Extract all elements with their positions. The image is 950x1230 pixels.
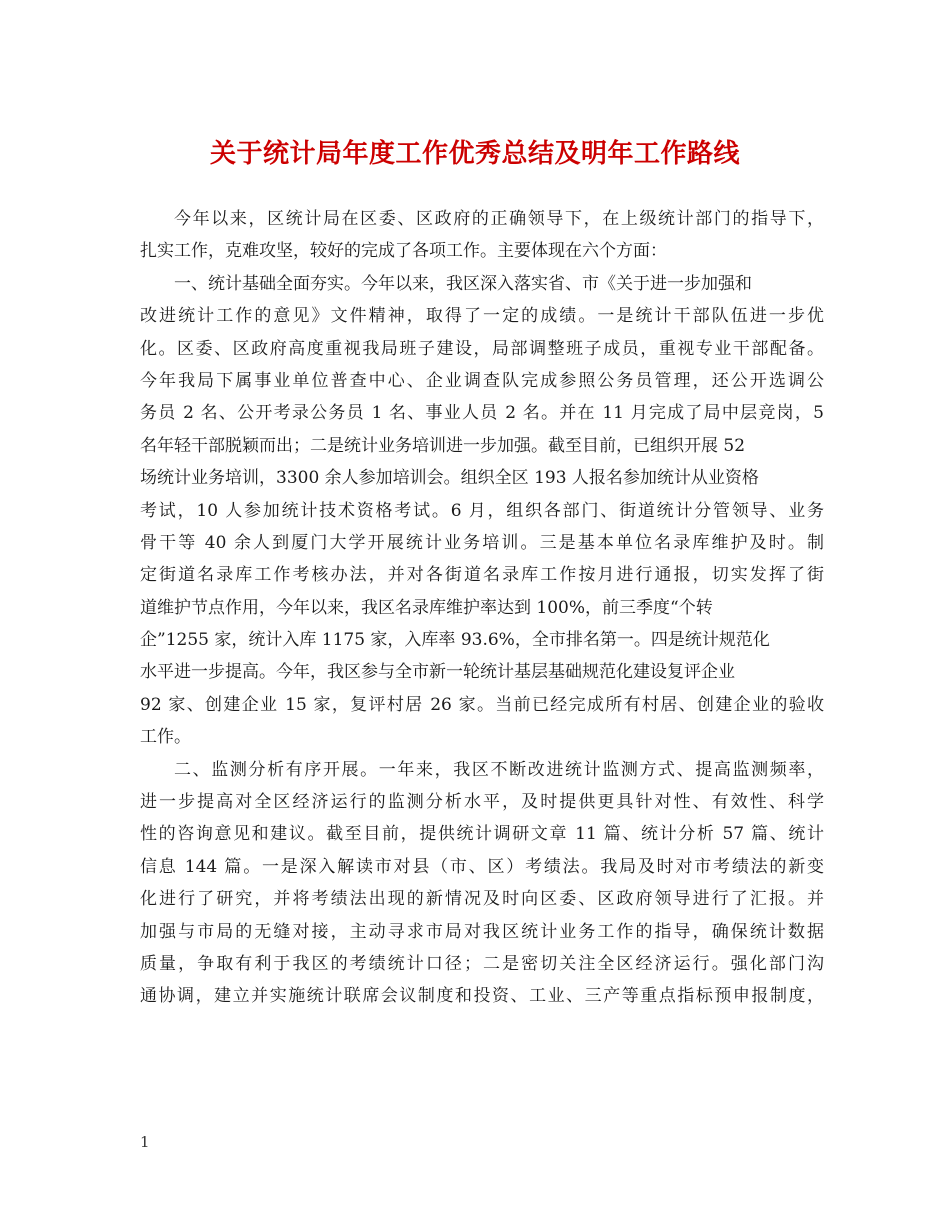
body-line: 定街道名录库工作考核办法，并对各街道名录库工作按月进行通报，切实发挥了街 — [140, 565, 824, 586]
body-line: 考试，10 人参加统计技术资格考试。6 月，组织各部门、街道统计分管领导、业务 — [140, 500, 824, 521]
body-line: 扎实工作，克难攻坚，较好的完成了各项工作。主要体现在六个方面： — [140, 241, 667, 262]
body-line: 化进行了研究，并将考绩法出现的新情况及时向区委、区政府领导进行了汇报。并 — [140, 889, 824, 910]
body-line: 名年轻干部脱颖而出；二是统计业务培训进一步加强。截至目前，已组织开展 52 — [140, 435, 746, 456]
body-line: 进一步提高对全区经济运行的监测分析水平，及时提供更具针对性、有效性、科学 — [140, 792, 824, 813]
body-line: 今年以来，区统计局在区委、区政府的正确领导下，在上级统计部门的指导下， — [174, 209, 824, 229]
body-line: 工作。 — [140, 727, 191, 748]
document-title: 关于统计局年度工作优秀总结及明年工作路线 — [209, 139, 740, 169]
body-line: 道维护节点作用，今年以来，我区名录库维护率达到 100%，前三季度“个转 — [140, 597, 713, 618]
body-line: 加强与市局的无缝对接，主动寻求市局对我区统计业务工作的指导，确保统计数据 — [140, 921, 824, 942]
body-line: 化。区委、区政府高度重视我局班子建设，局部调整班子成员，重视专业干部配备。 — [140, 338, 824, 359]
body-line: 今年我局下属事业单位普查中心、企业调查队完成参照公务员管理，还公开选调公 — [140, 370, 824, 391]
body-line: 信息 144 篇。一是深入解读市对县（市、区）考绩法。我局及时对市考绩法的新变 — [140, 856, 824, 877]
body-line: 一、统计基础全面夯实。今年以来，我区深入落实省、市《关于进一步加强和 — [174, 273, 752, 294]
body-line: 骨干等 40 余人到厦门大学开展统计业务培训。三是基本单位名录库维护及时。制 — [140, 532, 824, 553]
body-line: 企”1255 家，统计入库 1175 家，入库率 93.6%，全市排名第一。四是统计规范化 — [140, 630, 770, 651]
document-body — [140, 203, 824, 1013]
body-line: 改进统计工作的意见》文件精神，取得了一定的成绩。一是统计干部队伍进一步优 — [140, 306, 824, 327]
page-number: 1 — [140, 1133, 150, 1151]
body-line: 水平进一步提高。今年，我区参与全市新一轮统计基层基础规范化建设复评企业 — [140, 662, 735, 683]
body-line: 务员 2 名、公开考录公务员 1 名、事业人员 2 名。并在 11 月完成了局中层竞岗，5 — [140, 403, 824, 424]
body-line: 性的咨询意见和建议。截至目前，提供统计调研文章 11 篇、统计分析 57 篇、统计 — [140, 824, 824, 845]
body-line: 场统计业务培训，3300 余人参加培训会。组织全区 193 人报名参加统计从业资格 — [140, 468, 759, 489]
body-line: 质量，争取有利于我区的考绩统计口径；二是密切关注全区经济运行。强化部门沟 — [140, 953, 824, 974]
body-line: 通协调，建立并实施统计联席会议制度和投资、工业、三产等重点指标预申报制度， — [140, 986, 824, 1007]
body-line: 二、监测分析有序开展。一年来，我区不断改进统计监测方式、提高监测频率， — [174, 759, 824, 780]
body-line: 92 家、创建企业 15 家，复评村居 26 家。当前已经完成所有村居、创建企业的验收 — [140, 694, 824, 715]
